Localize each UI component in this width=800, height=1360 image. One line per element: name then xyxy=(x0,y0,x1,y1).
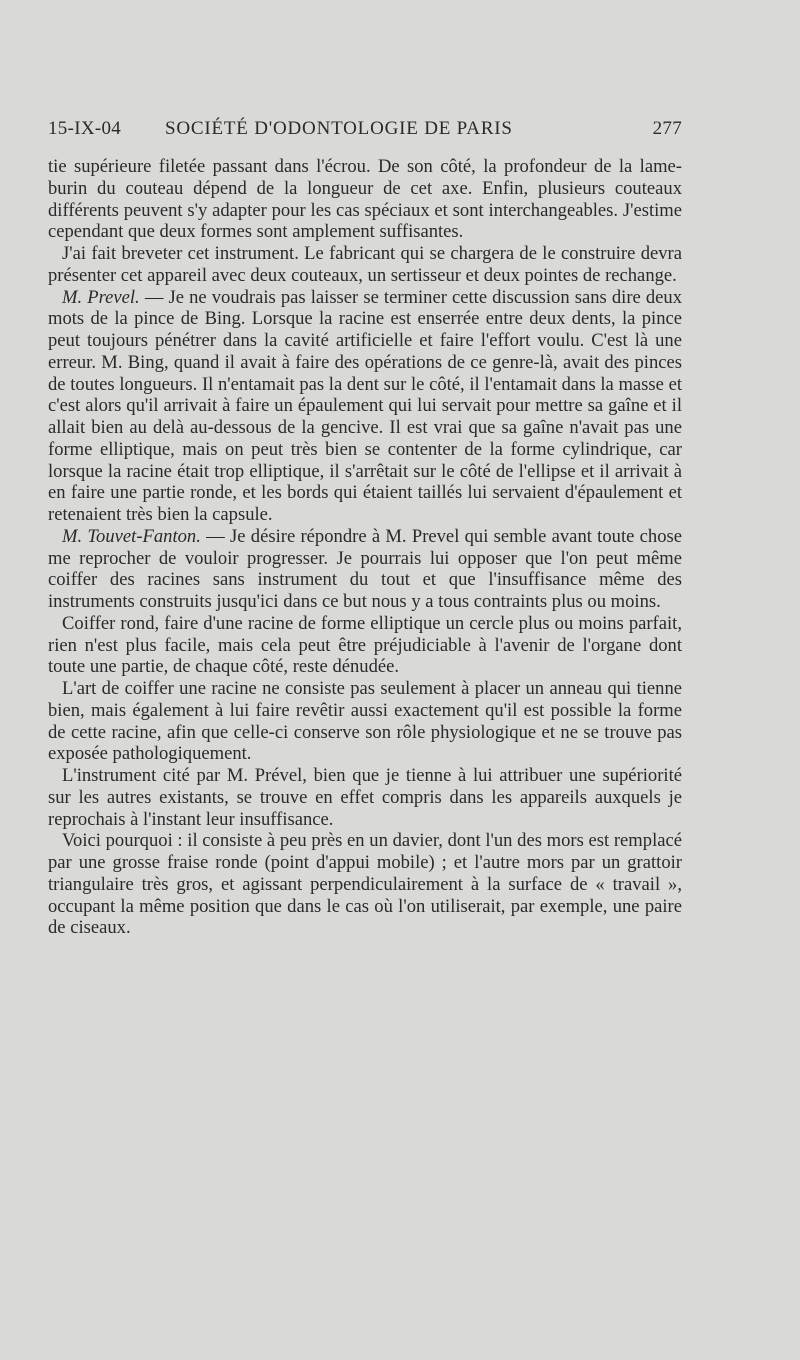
paragraph-text: — Je ne voudrais pas laisser se terminer cette discussion sans dire deux mots de la pince de Bing. Lorsque la racine est enserrée entre deux dents, la pince peut toujours pénétrer dans la cavité artificielle et faire l'effort voulu. C'est là une erreur. M. Bing, quand il avait à faire des opérations de ce genre-là, avait des pinces de toutes longueurs. Il n'entamait pas la dent sur le côté, il l'entamait dans la masse et c'est alors qu'il arrivait à faire un épaulement qui lui servait pour mettre sa gaîne et il allait bien au delà au-dessous de la gencive. Il est vrai que sa gaîne n'avait pas une forme elliptique, mais on peut très bien se contenter de la forme cylindrique, car lorsque la racine était trop elliptique, il s'arrêtait sur le côté de l'ellipse et il arrivait à en faire une partie ronde, et les bords qui étaient taillés lui servaient d'épaulement et retenaient très bien la capsule. xyxy=(48,286,683,525)
paragraph-text: Voici pourquoi : il consiste à peu près en un davier, dont l'un des mors est remplacé par une grosse fraise ronde (point d'appui mobile) ; et l'autre mors par un grattoir triangulaire très gros, et agissant perpendiculairement à la surface de « travail », occupant la même position que dans le cas où l'on utiliserait, par exemple, une paire de ciseaux. xyxy=(48,830,682,939)
speaker-name: M. Prevel. xyxy=(62,286,140,308)
running-head xyxy=(48,118,682,148)
paragraph-continuation xyxy=(48,156,682,243)
journal-title: SOCIÉTÉ D'ODONTOLOGIE DE PARIS xyxy=(165,118,513,139)
page-number: 277 xyxy=(652,118,682,139)
paragraph xyxy=(48,678,682,765)
paragraph xyxy=(48,765,682,830)
issue-date: 15-IX-04 xyxy=(48,118,122,139)
paragraph xyxy=(48,613,682,678)
paragraph-text: L'instrument cité par M. Prével, bien que je tienne à lui attribuer une supériorité sur les autres existants, se trouve en effet compris dans les appareils auxquels je reprochais à l'instant leur insuffisance. xyxy=(48,765,682,830)
speaker-name: M. Touvet-Fanton. xyxy=(62,525,201,547)
paragraph-text: Coiffer rond, faire d'une racine de forme elliptique un cercle plus ou moins parfait, rien n'est plus facile, mais cela peut être préjudiciable à l'avenir de l'organe dont toute une partie, de chaque côté, reste dénudée. xyxy=(48,612,682,678)
paragraph-text: L'art de coiffer une racine ne consiste pas seulement à placer un anneau qui tienne bien, mais également à lui faire revêtir aussi exactement qu'il est possible la forme de cette racine, afin que celle-ci conserve son rôle physiologique et ne se trouve pas exposée pathologiquement. xyxy=(48,678,682,765)
paragraph xyxy=(48,243,682,287)
paragraph-text: tie supérieure filetée passant dans l'écrou. De son côté, la profondeur de la lame-burin du couteau dépend de la longueur de cet axe. Enfin, plusieurs couteaux différents peuvent s'y adapter pour les cas spéciaux et sont interchangeables. J'estime cependant que deux formes sont amplement suffisantes. xyxy=(48,156,682,243)
paragraph xyxy=(48,287,682,526)
paragraph-text: — Je désire répondre à M. Prevel qui semble avant toute chose me reprocher de vouloir progresser. Je pourrais lui opposer que l'on peut même coiffer des racines sans instrument du tout et que l'insuffisance même des instruments construits jusqu'ici dans ce but nous y a tous contraints plus ou moins. xyxy=(48,525,682,612)
paragraph xyxy=(48,830,682,939)
paragraph xyxy=(48,526,682,613)
body-text xyxy=(48,156,682,939)
paragraph-text: J'ai fait breveter cet instrument. Le fabricant qui se chargera de le construire devra présenter cet appareil avec deux couteaux, un sertisseur et deux pointes de rechange. xyxy=(48,243,682,286)
